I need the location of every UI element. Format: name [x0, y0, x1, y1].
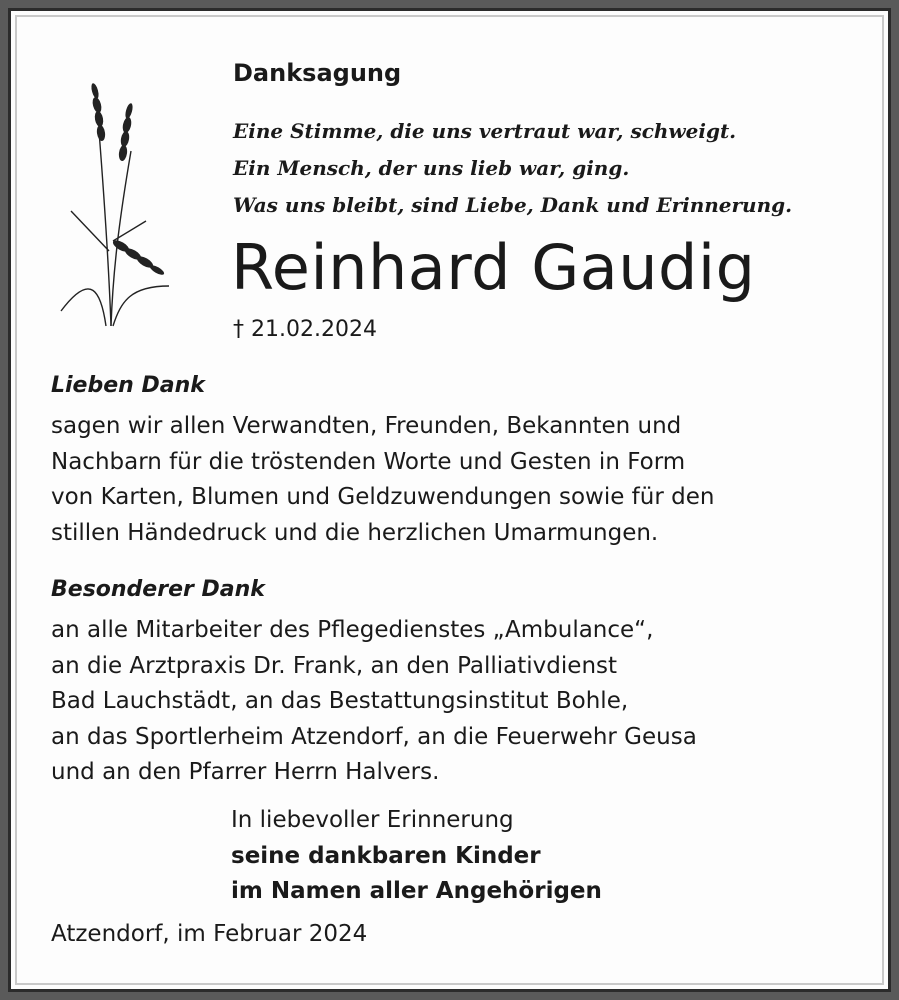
body-line: Bad Lauchstädt, an das Bestattungsinstitut Bohle, [51, 688, 629, 714]
body-line: Nachbarn für die tröstenden Worte und Gesten in Form [51, 448, 686, 475]
body-line: an die Arztpraxis Dr. Frank, an den Palliativdienst [51, 652, 618, 679]
wheat-ears-icon [51, 71, 171, 331]
place-date: Atzendorf, im Februar 2024 [51, 921, 368, 947]
obituary-notice [8, 8, 891, 992]
body-line: von Karten, Blumen und Geldzuwendungen sowie für den [51, 484, 715, 510]
section-body-lieben-dank [51, 409, 714, 551]
signatories: seine dankbaren Kinder [231, 842, 541, 869]
motto-line: Ein Mensch, der uns lieb war, ging. [233, 156, 630, 180]
body-line: an das Sportlerheim Atzendorf, an die Feuerwehr Geusa [51, 723, 697, 750]
motto-line: Was uns bleibt, sind Liebe, Dank und Erinnerung. [233, 193, 793, 217]
closing-line: In liebevoller Erinnerung [231, 807, 514, 833]
motto [233, 113, 792, 224]
body-line: und an den Pfarrer Herrn Halvers. [51, 759, 440, 785]
heading: Danksagung [233, 59, 402, 87]
section-title-besonderer-dank: Besonderer Dank [51, 577, 265, 602]
deceased-name: Reinhard Gaudig [231, 231, 756, 304]
signatories-detail: im Namen aller Angehörigen [231, 878, 602, 904]
closing [231, 803, 602, 910]
section-title-lieben-dank: Lieben Dank [51, 373, 205, 398]
death-date: † 21.02.2024 [233, 317, 377, 342]
body-line: sagen wir allen Verwandten, Freunden, Bekannten und [51, 413, 682, 439]
section-body-besonderer-dank [51, 613, 697, 791]
body-line: stillen Händedruck und die herzlichen Umarmungen. [51, 519, 659, 546]
motto-line: Eine Stimme, die uns vertraut war, schweigt. [233, 119, 737, 143]
body-line: an alle Mitarbeiter des Pflegedienstes „Ambulance“, [51, 617, 654, 643]
